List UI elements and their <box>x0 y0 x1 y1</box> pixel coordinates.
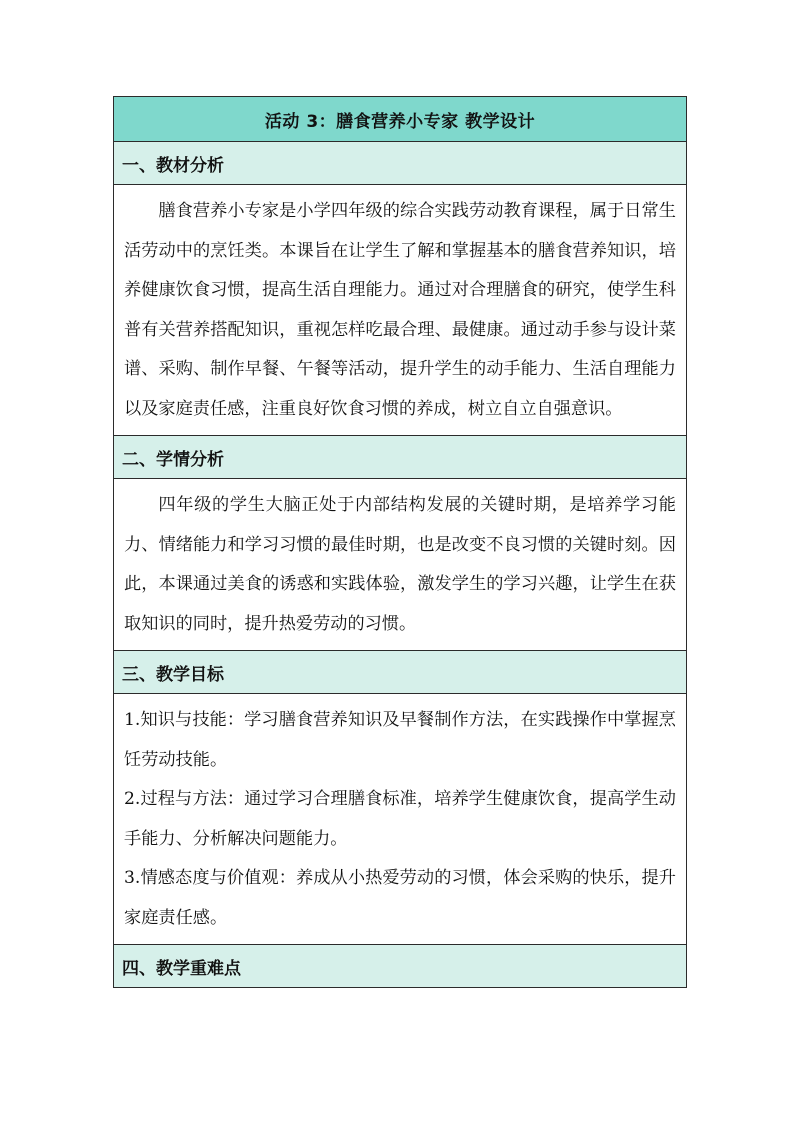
section-heading-textbook-analysis: 一、教材分析 <box>114 142 686 185</box>
section-heading-student-analysis: 二、学情分析 <box>114 436 686 479</box>
section-body-textbook-analysis <box>114 185 686 436</box>
section-body-teaching-goals <box>114 694 686 945</box>
goal-item: 1.知识与技能：学习膳食营养知识及早餐制作方法，在实践操作中掌握烹饪劳动技能。 <box>124 710 676 770</box>
paragraph: 四年级的学生大脑正处于内部结构发展的关键时期，是培养学习能力、情绪能力和学习习惯的最佳时期，也是改变不良习惯的关键时刻。因此，本课通过美食的诱惑和实践体验，激发学生的学习兴趣，让学生在获取知识的同时，提升热爱劳动的习惯。 <box>124 495 676 634</box>
paragraph: 膳食营养小专家是小学四年级的综合实践劳动教育课程，属于日常生活劳动中的烹饪类。本课旨在让学生了解和掌握基本的膳食营养知识，培养健康饮食习惯，提高生活自理能力。通过对合理膳食的研究，使学生科普有关营养搭配知识，重视怎样吃最合理、最健康。通过动手参与设计菜谱、采购、制作早餐、午餐等活动，提升学生的动手能力、生活自理能力以及家庭责任感，注重良好饮食习惯的养成，树立自立自强意识。 <box>124 201 676 419</box>
goal-item: 3.情感态度与价值观：养成从小热爱劳动的习惯，体会采购的快乐，提升家庭责任感。 <box>124 868 676 928</box>
section-body-student-analysis <box>114 479 686 651</box>
goal-item: 2.过程与方法：通过学习合理膳食标准，培养学生健康饮食，提高学生动手能力、分析解决问题能力。 <box>124 789 676 849</box>
document-title: 活动 3：膳食营养小专家 教学设计 <box>114 97 686 142</box>
section-heading-key-difficulties: 四、教学重难点 <box>114 945 686 987</box>
section-heading-teaching-goals: 三、教学目标 <box>114 651 686 694</box>
lesson-plan-table <box>113 96 687 988</box>
